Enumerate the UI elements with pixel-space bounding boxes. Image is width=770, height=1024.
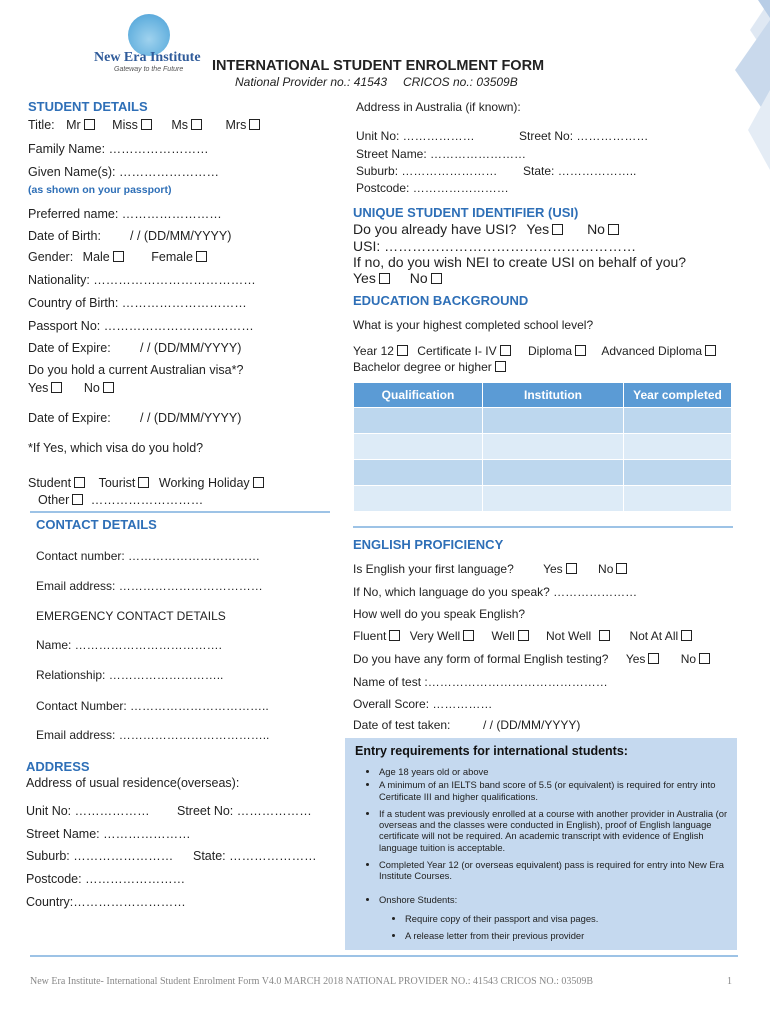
provider-number: National Provider no.: 41543 [235, 75, 388, 89]
overseas-street-name-field[interactable]: Street Name: ………………… [26, 827, 191, 841]
contact-number-field[interactable]: Contact number: …………………………… [36, 549, 261, 563]
english-testing-yes-label: Yes [625, 652, 646, 666]
year-cell[interactable] [624, 408, 732, 434]
bachelor-checkbox[interactable] [495, 361, 506, 372]
cricos-number: CRICOS no.: 03509B [403, 75, 518, 89]
english-testing-no-checkbox[interactable] [699, 653, 710, 664]
overseas-suburb-field[interactable]: Suburb: …………………… [26, 849, 174, 863]
usi-create-row [353, 270, 442, 286]
list-item: • If a student was previously enrolled at a course with another provider in Australia (or overseas and the classes were conducted in English), proof of English language certificate will not be required. An academic transcript with evidence of English language tuition is acceptable. [379, 808, 739, 853]
title-mr-label: Mr [66, 118, 81, 132]
test-date-field[interactable]: / / (DD/MM/YYYY) [483, 718, 581, 732]
visa-other-label: Other [38, 493, 70, 507]
entry-requirements-box [345, 738, 737, 950]
passport-note: (as shown on your passport) [28, 184, 172, 196]
student-details-heading: STUDENT DETAILS [28, 99, 148, 114]
diploma-checkbox[interactable] [575, 345, 586, 356]
usi-create-question: If no, do you wish NEI to create USI on behalf of you? [353, 254, 687, 270]
usi-create-no-checkbox[interactable] [431, 273, 442, 284]
english-first-no-label: No [598, 562, 614, 576]
institution-cell[interactable] [483, 434, 624, 460]
year12-label: Year 12 [353, 344, 394, 358]
table-header-row [354, 383, 732, 408]
aus-street-name-field[interactable]: Street Name: …………………… [356, 147, 527, 161]
advanced-diploma-label: Advanced Diploma [601, 344, 703, 358]
emergency-contact-heading: EMERGENCY CONTACT DETAILS [36, 609, 226, 623]
usi-number-field[interactable]: USI: ……………………………………………… [353, 238, 637, 254]
visa-other-field[interactable]: ……………………… [90, 493, 204, 507]
english-level-row [353, 629, 692, 643]
logo-tagline: Gateway to the Future [114, 66, 184, 73]
year-completed-column-header: Year completed [624, 383, 732, 408]
english-heading: ENGLISH PROFICIENCY [353, 537, 504, 552]
usi-question: Do you already have USI? [353, 221, 517, 237]
aus-suburb-field[interactable]: Suburb: …………………… [356, 164, 498, 178]
form-title: INTERNATIONAL STUDENT ENROLMENT FORM [212, 58, 545, 74]
institution-cell[interactable] [483, 460, 624, 486]
gender-female-checkbox[interactable] [196, 251, 207, 262]
list-item [379, 894, 739, 942]
passport-number-field[interactable]: Passport No: ……………………………… [28, 319, 254, 333]
diploma-label: Diploma [527, 344, 572, 358]
institution-column-header: Institution [483, 383, 624, 408]
english-testing-row [353, 652, 710, 666]
title-label: Title: [28, 118, 55, 132]
title-ms-checkbox[interactable] [191, 119, 202, 130]
list-item: • Age 18 years old or above [379, 766, 739, 777]
overseas-country-field[interactable]: Country:……………………… [26, 895, 186, 909]
english-testing-no-label: No [680, 652, 697, 666]
year-cell[interactable] [624, 486, 732, 512]
test-date-label: Date of test taken: [353, 718, 451, 732]
list-item: • Completed Year 12 (or overseas equivalent) pass is required for entry into New Era Institute Courses. [379, 859, 739, 882]
year-cell[interactable] [624, 460, 732, 486]
list-item: • Require copy of their passport and visa pages. [405, 913, 725, 924]
english-first-yes-label: Yes [543, 562, 563, 576]
overseas-postcode-field[interactable]: Postcode: …………………… [26, 872, 186, 886]
visa-student-label: Student [28, 476, 72, 490]
given-names-field[interactable]: Given Name(s): …………………… [28, 165, 219, 179]
emergency-relationship-field[interactable]: Relationship: ……………………….. [36, 668, 224, 682]
other-language-field[interactable]: If No, which language do you speak? ………………… [353, 585, 638, 599]
aus-unit-field[interactable]: Unit No: ……………… [356, 129, 475, 143]
section-divider-right [353, 526, 733, 528]
advanced-diploma-checkbox[interactable] [705, 345, 716, 356]
gender-female-label: Female [151, 250, 193, 264]
bachelor-label: Bachelor degree or higher [353, 360, 492, 374]
aus-street-no-field[interactable]: Street No: ……………… [519, 129, 649, 143]
certificate-label: Certificate I- IV [417, 344, 497, 358]
list-item: • A release letter from their previous provider [405, 930, 725, 941]
overseas-unit-field[interactable]: Unit No: ……………… [26, 804, 150, 818]
speak-english-question: How well do you speak English? [353, 607, 526, 621]
usi-question-row [353, 221, 619, 237]
logo [94, 14, 214, 76]
visa-expiry-field[interactable]: / / (DD/MM/YYYY) [140, 411, 242, 425]
table-row [354, 434, 732, 460]
usi-yes-checkbox[interactable] [552, 224, 563, 235]
qualification-cell[interactable] [354, 486, 483, 512]
usi-create-yes-label: Yes [353, 270, 376, 286]
visa-tourist-label: Tourist [98, 476, 136, 490]
footer-text: New Era Institute- International Student Enrolment Form V4.0 MARCH 2018 NATIONAL PROVIDER NO.: 41543 CRICOS NO.: 03509B [30, 976, 594, 987]
date-of-birth-label: Date of Birth: [28, 229, 101, 243]
english-first-question: Is English your first language? [353, 562, 514, 576]
not-well-checkbox[interactable] [599, 630, 610, 641]
aus-postcode-field[interactable]: Postcode: …………………… [356, 181, 509, 195]
list-item: • A minimum of an IELTS band score of 5.5 (or equivalent) is required for entry into Certificate III and higher qualifications. [379, 779, 739, 802]
visa-working-holiday-label: Working Holiday [158, 476, 250, 490]
nationality-field[interactable]: Nationality: ………………………………… [28, 273, 256, 287]
usi-heading: UNIQUE STUDENT IDENTIFIER (USI) [353, 205, 579, 220]
english-first-row [353, 562, 627, 576]
visa-other-row [38, 493, 203, 507]
usi-no-checkbox[interactable] [608, 224, 619, 235]
table-row [354, 486, 732, 512]
usi-no-label: No [587, 221, 605, 237]
well-label: Well [491, 629, 515, 643]
onshore-sublist [379, 913, 725, 942]
institution-cell[interactable] [483, 408, 624, 434]
table-row [354, 408, 732, 434]
gender-male-checkbox[interactable] [113, 251, 124, 262]
visa-tourist-checkbox[interactable] [138, 477, 149, 488]
not-at-all-label: Not At All [629, 629, 679, 643]
visa-other-checkbox[interactable] [72, 494, 83, 505]
contact-details-heading: CONTACT DETAILS [36, 517, 157, 532]
visa-expiry-label: Date of Expire: [28, 411, 111, 425]
overall-score-field[interactable]: Overall Score: …………… [353, 697, 493, 711]
fluent-checkbox[interactable] [389, 630, 400, 641]
overseas-state-field[interactable]: State: ………………… [193, 849, 317, 863]
visa-no-checkbox[interactable] [103, 382, 114, 393]
family-name-field[interactable]: Family Name: …………………… [28, 142, 209, 156]
qualification-table [353, 382, 732, 512]
emergency-email-field[interactable]: Email address: ……………………………….. [36, 728, 270, 742]
year12-checkbox[interactable] [397, 345, 408, 356]
certificate-checkbox[interactable] [500, 345, 511, 356]
very-well-label: Very Well [409, 629, 461, 643]
year-cell[interactable] [624, 434, 732, 460]
section-divider [30, 511, 330, 513]
not-well-label: Not Well [545, 629, 592, 643]
overseas-street-no-field[interactable]: Street No: ……………… [177, 804, 312, 818]
emergency-contact-number-field[interactable]: Contact Number: …………………………….. [36, 699, 269, 713]
visa-working-holiday-checkbox[interactable] [253, 477, 264, 488]
education-heading: EDUCATION BACKGROUND [353, 293, 529, 308]
table-row [354, 460, 732, 486]
gender-male-label: Male [82, 250, 110, 264]
english-first-no-checkbox[interactable] [616, 563, 627, 574]
visa-yes-checkbox[interactable] [51, 382, 62, 393]
title-ms-label: Ms [171, 118, 189, 132]
bachelor-row [353, 360, 506, 374]
very-well-checkbox[interactable] [463, 630, 474, 641]
date-of-birth-field[interactable]: / / (DD/MM/YYYY) [130, 229, 232, 243]
title-mr-checkbox[interactable] [84, 119, 95, 130]
test-name-field[interactable]: Name of test :……………………………………… [353, 675, 608, 689]
title-row [28, 118, 260, 132]
qualification-cell[interactable] [354, 408, 483, 434]
visa-type-row [28, 476, 264, 490]
which-visa-question: *If Yes, which visa do you hold? [28, 441, 204, 455]
gender-label: Gender: [28, 250, 74, 264]
title-mrs-label: Mrs [225, 118, 247, 132]
english-testing-question: Do you have any form of formal English testing? [353, 652, 609, 666]
usi-create-no-label: No [409, 270, 428, 286]
emergency-name-field[interactable]: Name: ………………………………. [36, 638, 223, 652]
preferred-name-field[interactable]: Preferred name: …………………… [28, 207, 222, 221]
logo-name: New Era Institute [94, 50, 201, 65]
overseas-address-label: Address of usual residence(overseas): [26, 776, 240, 790]
visa-no-label: No [83, 381, 100, 395]
visa-student-checkbox[interactable] [74, 477, 85, 488]
passport-expiry-field[interactable]: / / (DD/MM/YYYY) [140, 341, 242, 355]
visa-question: Do you hold a current Australian visa*? [28, 363, 244, 377]
school-level-question: What is your highest completed school level? [353, 318, 594, 332]
usi-create-yes-checkbox[interactable] [379, 273, 390, 284]
qualification-cell[interactable] [354, 460, 483, 486]
title-miss-label: Miss [112, 118, 138, 132]
qualification-cell[interactable] [354, 434, 483, 460]
well-checkbox[interactable] [518, 630, 529, 641]
corner-decoration [700, 0, 770, 180]
page-number: 1 [727, 976, 732, 987]
qualification-column-header: Qualification [354, 383, 483, 408]
gender-row [28, 250, 207, 264]
address-heading: ADDRESS [26, 759, 90, 774]
institution-cell[interactable] [483, 486, 624, 512]
school-level-row [353, 344, 716, 358]
fluent-label: Fluent [353, 629, 387, 643]
visa-yes-label: Yes [28, 381, 49, 395]
country-of-birth-field[interactable]: Country of Birth: ………………………… [28, 296, 247, 310]
visa-yes-no-row [28, 381, 114, 395]
not-at-all-checkbox[interactable] [681, 630, 692, 641]
english-testing-yes-checkbox[interactable] [648, 653, 659, 664]
usi-yes-label: Yes [526, 221, 550, 237]
title-miss-checkbox[interactable] [141, 119, 152, 130]
title-mrs-checkbox[interactable] [249, 119, 260, 130]
entry-requirements-list [355, 766, 739, 948]
footer-divider [30, 955, 738, 957]
aus-address-heading: Address in Australia (if known): [356, 100, 521, 114]
entry-requirements-title: Entry requirements for international students: [355, 744, 628, 758]
passport-expiry-label: Date of Expire: [28, 341, 111, 355]
onshore-label: Onshore Students: [379, 893, 458, 905]
email-field[interactable]: Email address: ……………………………… [36, 579, 263, 593]
aus-state-field[interactable]: State: ……………….. [523, 164, 637, 178]
english-first-yes-checkbox[interactable] [566, 563, 577, 574]
